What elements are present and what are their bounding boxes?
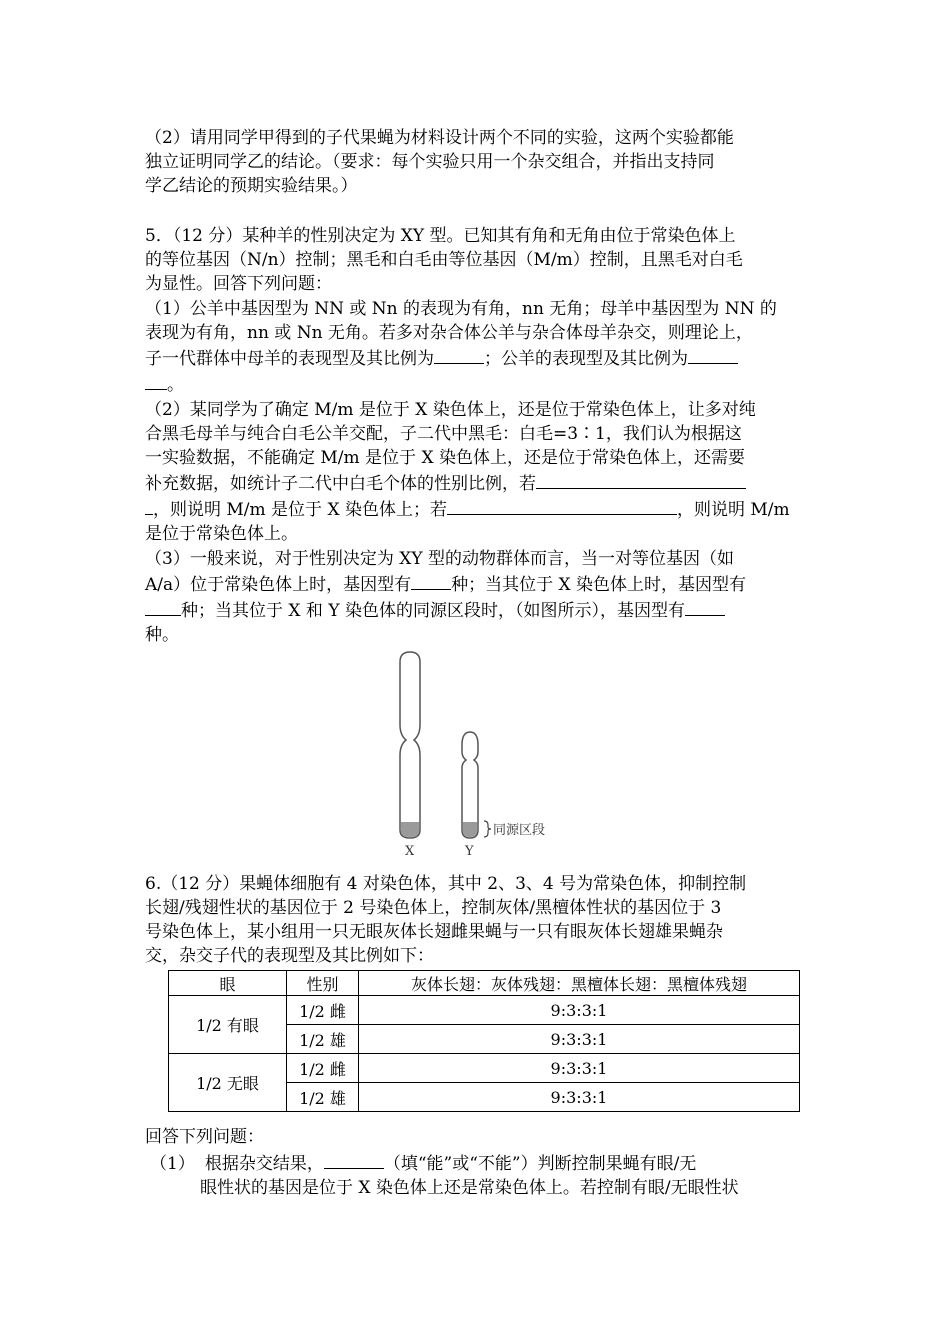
text-line: 交，杂交子代的表现型及其比例如下： — [145, 946, 434, 966]
text-line — [145, 345, 805, 371]
question-number: （1） — [150, 1154, 195, 1174]
header-cell: 性别 — [287, 971, 359, 996]
header-cell: 眼 — [169, 971, 287, 996]
sex-cell: 1/2 雌 — [287, 1054, 359, 1083]
eye-cell: 1/2 无眼 — [169, 1054, 287, 1112]
ratio-cell: 9:3:3:1 — [359, 996, 800, 1025]
table-row — [169, 1054, 800, 1083]
text-segment: 子一代群体中母羊的表现型及其比例为 — [145, 349, 434, 369]
sex-cell: 1/2 雄 — [287, 1083, 359, 1112]
text-line: 学乙结论的预期实验结果。） — [145, 176, 358, 196]
x-chromosome — [400, 652, 420, 838]
question6-part1 — [150, 1150, 810, 1200]
question5-intro — [145, 224, 805, 296]
answer-blank[interactable] — [447, 496, 677, 515]
header-cell: 灰体长翅：灰体残翅：黑檀体长翅：黑檀体残翅 — [359, 971, 800, 996]
text-segment: （填“能”或“不能”）判断控制果蝇有眼/无 — [383, 1154, 697, 1174]
table-row — [169, 996, 800, 1025]
text-line: 表现为有角，nn 或 Nn 无角。若多对杂合体公羊与杂合体母羊杂交，则理论上， — [145, 323, 753, 343]
ratio-cell: 9:3:3:1 — [359, 1083, 800, 1112]
ratio-cell: 9:3:3:1 — [359, 1054, 800, 1083]
text-line — [145, 496, 805, 522]
answer-blank[interactable] — [434, 345, 484, 364]
answer-blank[interactable] — [685, 597, 725, 616]
text-line: 是位于常染色体上。 — [145, 524, 298, 544]
sex-cell: 1/2 雄 — [287, 1025, 359, 1054]
text-segment: ，则说明 M/m — [676, 500, 790, 520]
text-segment: 根据杂交结果， — [204, 1154, 324, 1174]
text-line: （2）请用同学甲得到的子代果蝇为材料设计两个不同的实验，这两个实验都能 — [145, 128, 734, 148]
text-segment: 种；当其位于 X 和 Y 染色体的同源区段时，（如图所示），基因型有 — [181, 601, 685, 621]
text-line: 独立证明同学乙的结论。（要求：每个实验只用一个杂交组合，并指出支持同 — [145, 152, 715, 172]
question5-part2 — [145, 398, 805, 546]
text-line: 一实验数据，不能确定 M/m 是位于 X 染色体上，还是位于常染色体上，还需要 — [145, 448, 745, 468]
text-line — [150, 1150, 810, 1176]
text-segment: ；公羊的表现型及其比例为 — [484, 349, 688, 369]
text-line: 眼性状的基因是位于 X 染色体上还是常染色体上。若控制有眼/无眼性状 — [200, 1178, 739, 1198]
text-segment: 种；当其位于 X 染色体上时，基因型有 — [451, 575, 747, 595]
answer-blank[interactable] — [324, 1150, 384, 1169]
x-label: X — [405, 844, 415, 859]
text-line: 种。 — [145, 625, 179, 645]
question5-part1 — [145, 297, 805, 397]
answer-blank-continued[interactable] — [145, 371, 167, 390]
y-chromosome — [462, 732, 478, 838]
text-line: （2）某同学为了确定 M/m 是位于 X 染色体上，还是位于常染色体上，让多对纯 — [145, 400, 756, 420]
text-line: 回答下列问题： — [145, 1127, 264, 1147]
answer-prompt — [145, 1125, 805, 1149]
text-line: 合黑毛母羊与纯合白毛公羊交配，子二代中黑毛：白毛=3∶1，我们认为根据这 — [145, 424, 742, 444]
answer-blank[interactable] — [688, 345, 738, 364]
text-line: （3）一般来说，对于性别决定为 XY 型的动物群体而言，当一对等位基因（如 — [145, 549, 734, 569]
text-line — [145, 470, 805, 496]
xy-chromosome-figure — [380, 650, 580, 860]
ratio-cell: 9:3:3:1 — [359, 1025, 800, 1054]
text-line — [145, 571, 805, 597]
sex-cell: 1/2 雌 — [287, 996, 359, 1025]
answer-blank-continued[interactable] — [145, 496, 153, 515]
text-line: 号染色体上，某小组用一只无眼灰体长翅雌果蝇与一只有眼灰体长翅雄果蝇杂 — [145, 922, 723, 942]
text-line — [145, 371, 805, 397]
question6-intro — [145, 872, 805, 968]
section4-question2 — [145, 126, 805, 198]
text-line — [145, 597, 805, 623]
text-line: 5．（12 分）某种羊的性别决定为 XY 型。已知其有角和无角由位于常染色体上 — [145, 226, 736, 246]
question5-part3 — [145, 547, 805, 647]
brace-icon — [484, 821, 491, 837]
eye-cell: 1/2 有眼 — [169, 996, 287, 1054]
text-line: 长翅/残翅性状的基因位于 2 号染色体上，控制灰体/黑檀体性状的基因位于 3 — [145, 898, 722, 918]
table-header-row — [169, 971, 800, 996]
text-line: （1）公羊中基因型为 NN 或 Nn 的表现为有角，nn 无角；母羊中基因型为 NN 的 — [145, 299, 777, 319]
homologous-region-label: 同源区段 — [493, 823, 546, 838]
text-segment: ，则说明 M/m 是位于 X 染色体上；若 — [153, 500, 447, 520]
answer-blank[interactable] — [411, 571, 451, 590]
answer-blank[interactable] — [145, 597, 181, 616]
text-line: 6.（12 分）果蝇体细胞有 4 对染色体，其中 2、3、4 号为常染色体，抑制控制 — [145, 874, 747, 894]
text-segment: 补充数据，如统计子二代中白毛个体的性别比例，若 — [145, 474, 536, 494]
answer-blank[interactable] — [536, 470, 746, 489]
text-line: 为显性。回答下列问题： — [145, 274, 332, 294]
offspring-phenotype-table — [168, 970, 800, 1112]
text-segment: A/a）位于常染色体上时，基因型有 — [145, 575, 412, 595]
y-label: Y — [465, 844, 474, 859]
text-segment: 。 — [167, 375, 184, 395]
text-line: 的等位基因（N/n）控制；黑毛和白毛由等位基因（M/m）控制，且黑毛对白毛 — [145, 250, 743, 270]
